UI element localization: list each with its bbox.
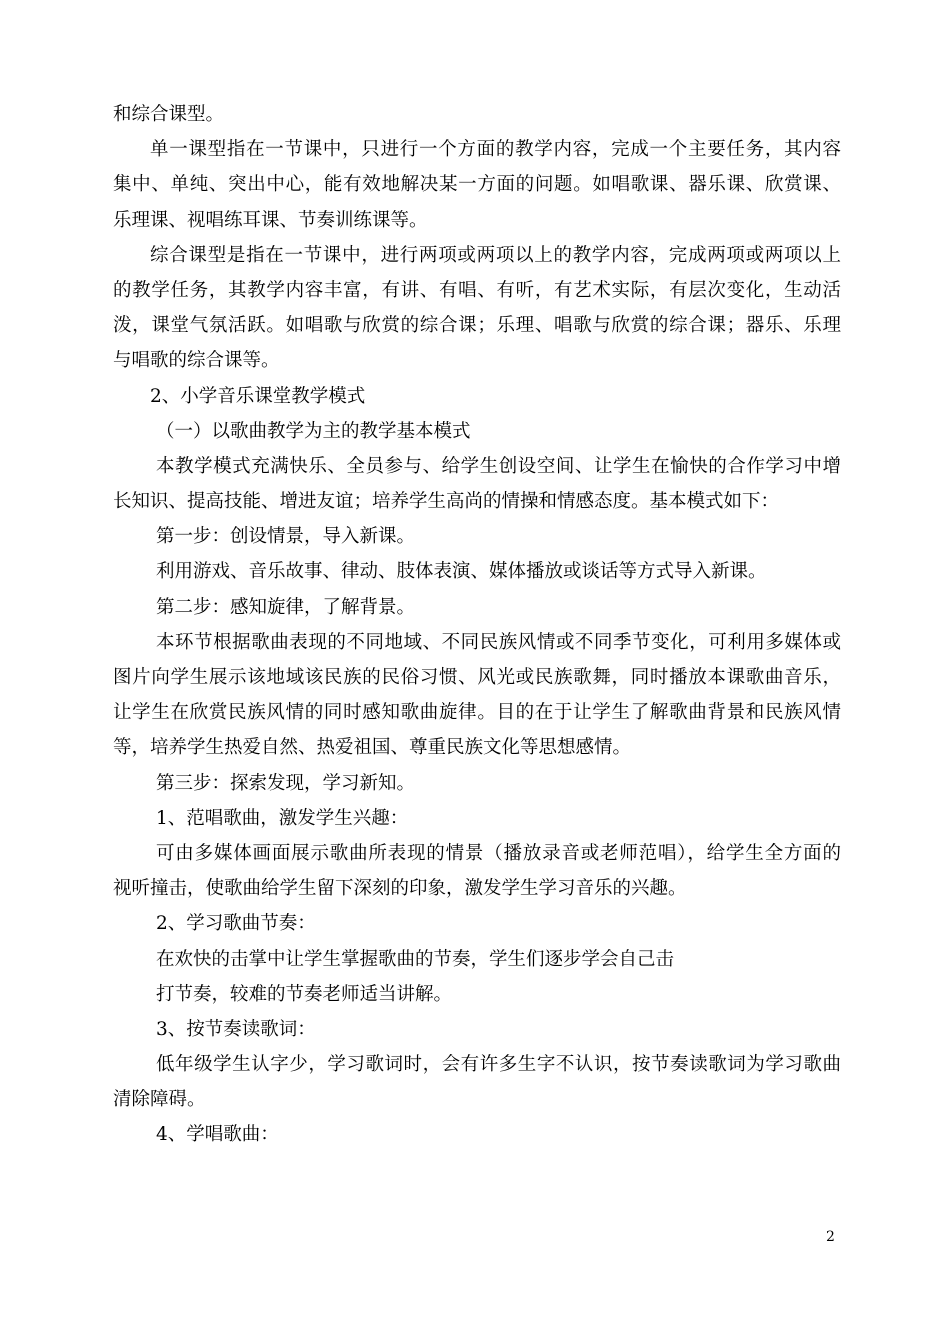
text-line: 视听撞击，使歌曲给学生留下深刻的印象，激发学生学习音乐的兴趣。 [113,878,687,900]
text-line: 图片向学生展示该地域该民族的民俗习惯、风光或民族歌舞，同时播放本课歌曲音乐， [113,667,841,688]
section-heading: 2、小学音乐课堂教学模式 [150,385,366,407]
step-heading: 第一步：创设情景，导入新课。 [156,526,416,548]
text-line: 的教学任务，其教学内容丰富，有讲、有唱、有听，有艺术实际，有层次变化，生动活 [113,279,841,301]
text-line: 本环节根据歌曲表现的不同地域、不同民族风情或不同季节变化，可利用多媒体或 [156,631,841,653]
list-item-heading: 1、范唱歌曲，激发学生兴趣： [156,807,409,829]
text-line: 综合课型是指在一节课中，进行两项或两项以上的教学内容，完成两项或两项以上 [150,244,841,266]
subsection-heading: （一）以歌曲教学为主的教学基本模式 [156,420,471,442]
text-line: 清除障碍。 [113,1089,206,1111]
list-item-heading: 3、按节奏读歌词： [156,1018,316,1040]
text-line: 与唱歌的综合课等。 [113,350,280,372]
text-line: 等，培养学生热爱自然、热爱祖国、尊重民族文化等思想感情。 [113,737,632,759]
document-body [113,97,841,1153]
text-line: 让学生在欣赏民族风情的同时感知歌曲旋律。目的在于让学生了解歌曲背景和民族风情 [113,702,841,724]
list-item-heading: 2、学习歌曲节奏： [156,913,316,935]
text-line: 泼，课堂气氛活跃。如唱歌与欣赏的综合课；乐理、唱歌与欣赏的综合课；器乐、乐理 [113,315,841,337]
text-line: 单一课型指在一节课中，只进行一个方面的教学内容，完成一个主要任务，其内容 [150,139,841,161]
text-line: 集中、单纯、突出中心，能有效地解决某一方面的问题。如唱歌课、器乐课、欣赏课、 [113,174,841,196]
text-line: 长知识、提高技能、增进友谊；培养学生高尚的情操和情感态度。基本模式如下： [113,491,780,513]
page-number: 2 [826,1229,835,1245]
list-item-heading: 4、学唱歌曲： [156,1124,279,1146]
step-heading: 第三步：探索发现，学习新知。 [156,772,416,794]
text-line: 打节奏，较难的节奏老师适当讲解。 [156,983,453,1005]
text-line: 低年级学生认字少，学习歌词时，会有许多生字不认识，按节奏读歌词为学习歌曲 [156,1054,841,1076]
text-line: 可由多媒体画面展示歌曲所表现的情景（播放录音或老师范唱），给学生全方面的 [156,842,841,864]
text-line: 和综合课型。 [113,104,225,125]
text-line: 在欢快的击掌中让学生掌握歌曲的节奏，学生们逐步学会自己击 [156,948,675,970]
text-line: 乐理课、视唱练耳课、节奏训练课等。 [113,209,428,231]
text-line: 本教学模式充满快乐、全员参与、给学生创设空间、让学生在愉快的合作学习中增 [156,455,841,477]
step-heading: 第二步：感知旋律，了解背景。 [156,596,416,618]
text-line: 利用游戏、音乐故事、律动、肢体表演、媒体播放或谈话等方式导入新课。 [156,561,767,583]
